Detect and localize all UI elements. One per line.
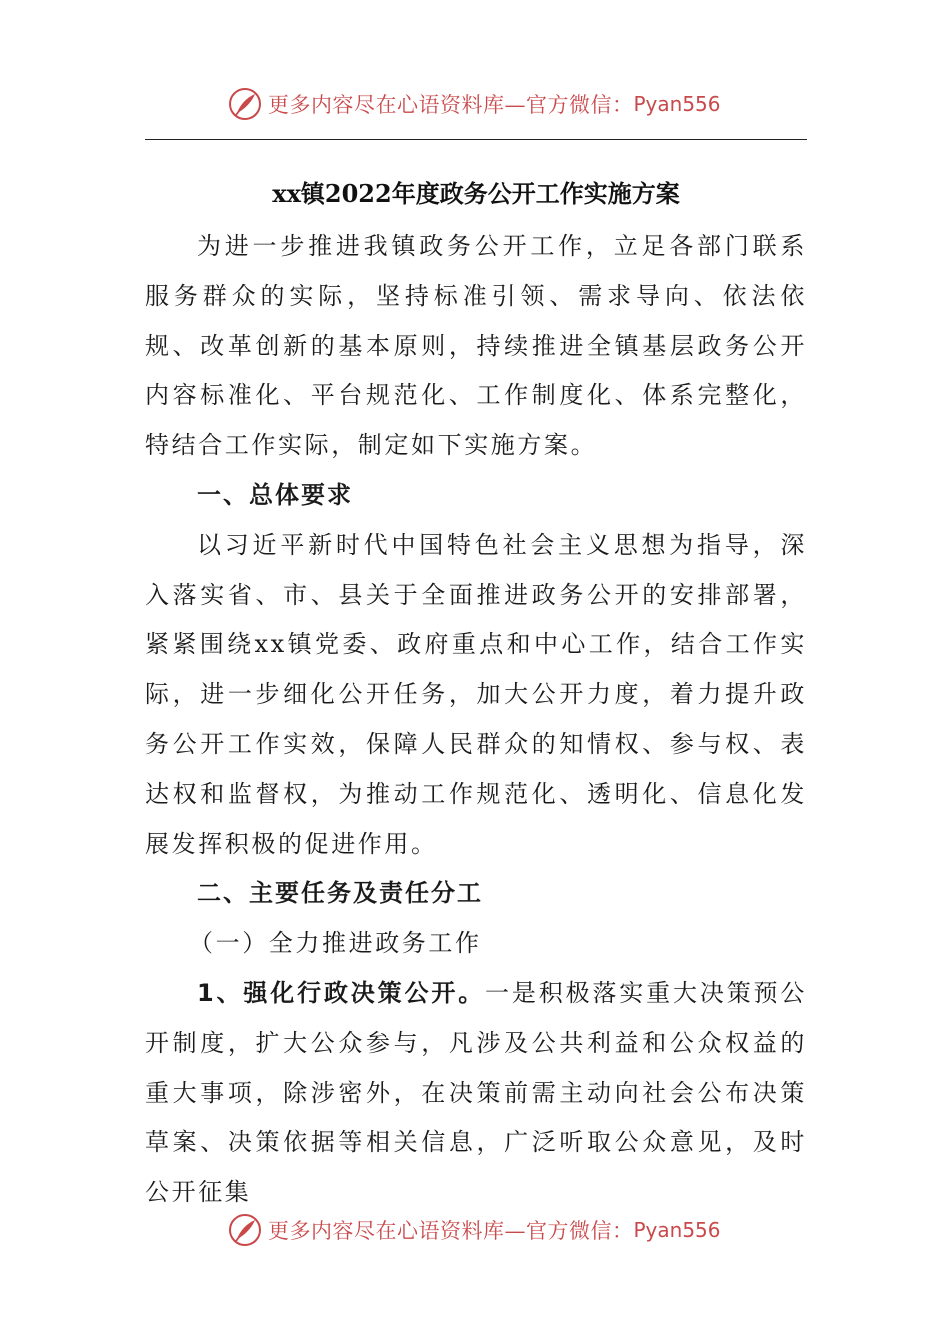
document-title: xx镇2022年度政务公开工作实施方案 <box>272 179 680 208</box>
watermark-wechat-id: Pyan556 <box>633 92 721 116</box>
item-lead: 1、强化行政决策公开。 <box>197 978 486 1007</box>
watermark-wechat-id: Pyan556 <box>633 1218 721 1242</box>
section-heading-main-tasks: 二、主要任务及责任分工 <box>197 879 483 908</box>
intro-paragraph: 为进一步推进我镇政务公开工作，立足各部门联系服务群众的实际，坚持标准引领、需求导向、依法依规、改革创新的基本原则，持续推进全镇基层政务公开内容标准化、平台规范化、工作制度化、体系完整化，特结合工作实际，制定如下实施方案。 <box>145 232 807 460</box>
item-paragraph <box>145 969 807 1218</box>
section-heading-overall-requirements: 一、总体要求 <box>197 480 353 509</box>
watermark-text: 更多内容尽在心语资料库—官方微信： <box>268 1219 634 1243</box>
footer-watermark <box>228 1210 721 1250</box>
subsection-heading: （一）全力推进政务工作 <box>189 929 482 958</box>
quill-pen-logo-icon <box>228 1213 262 1247</box>
quill-pen-logo-icon <box>228 87 262 121</box>
item-text: 一是积极落实重大决策预公开制度，扩大公众参与，凡涉及公共利益和公众权益的重大事项，除涉密外，在决策前需主动向社会公布决策草案、决策依据等相关信息，广泛听取公众意见，及时公开征集 <box>145 978 807 1207</box>
overall-requirements-paragraph: 以习近平新时代中国特色社会主义思想为指导，深入落实省、市、县关于全面推进政务公开的安排部署，紧紧围绕xx镇党委、政府重点和中心工作，结合工作实际，进一步细化公开任务，加大公开力度，着力提升政务公开工作实效，保障人民群众的知情权、参与权、表达权和监督权，为推动工作规范化、透明化、信息化发展发挥积极的促进作用。 <box>145 530 807 858</box>
watermark-text: 更多内容尽在心语资料库—官方微信： <box>268 93 634 117</box>
header-divider <box>145 139 807 140</box>
document-body <box>145 222 807 1218</box>
header-watermark <box>228 84 721 124</box>
